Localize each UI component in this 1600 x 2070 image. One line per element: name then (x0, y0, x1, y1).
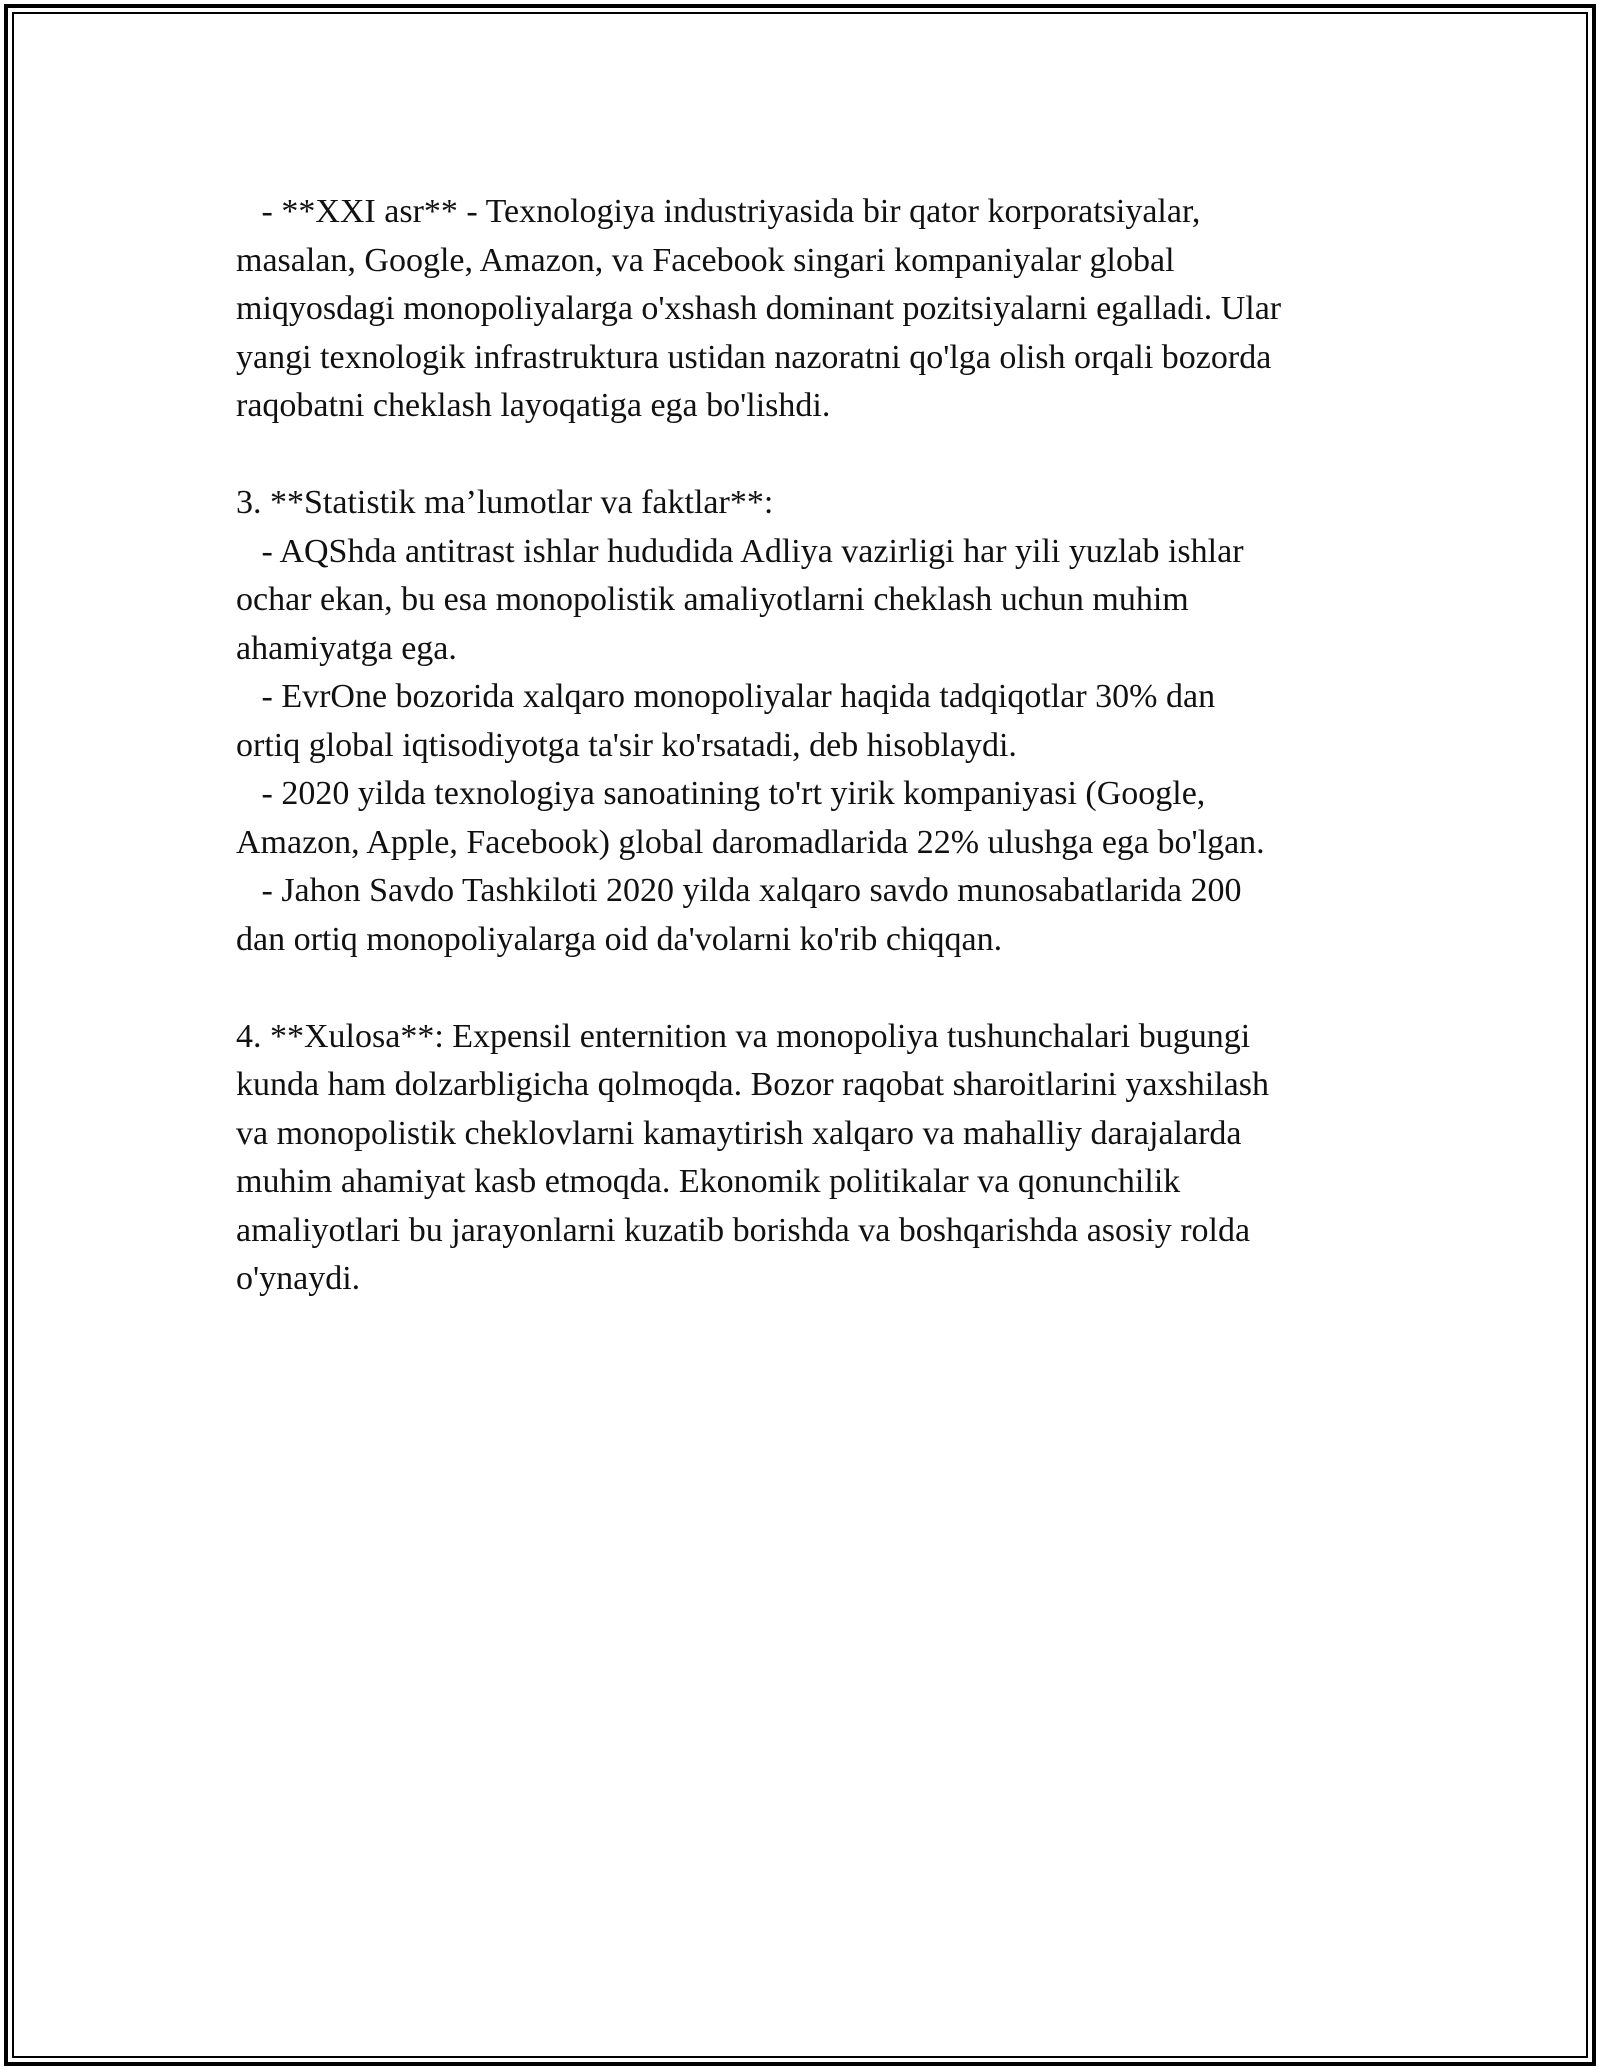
text-line: masalan, Google, Amazon, va Facebook singari kompaniyalar global (236, 241, 1175, 279)
text-line: - EvrOne bozorida xalqaro monopoliyalar haqida tadqiqotlar 30% dan (236, 678, 1216, 715)
document-body (236, 188, 1386, 1304)
text-line: dan ortiq monopoliyalarga oid da'volarni ko'rib chiqqan. (236, 920, 1003, 958)
text-line: amaliyotlari bu jarayonlarni kuzatib borishda va boshqarishda asosiy rolda (236, 1211, 1251, 1249)
text-line: ochar ekan, bu esa monopolistik amaliyotlarni cheklash uchun muhim (236, 581, 1189, 618)
text-line: - Jahon Savdo Tashkiloti 2020 yilda xalqaro savdo munosabatlarida 200 (236, 872, 1242, 909)
text-line: o'ynaydi. (236, 1260, 361, 1297)
text-line: Amazon, Apple, Facebook) global daromadlarida 22% ulushga ega bo'lgan. (236, 823, 1265, 861)
text-line: raqobatni cheklash layoqatiga ega bo'lishdi. (236, 387, 831, 424)
text-line: ahamiyatga ega. (236, 629, 457, 667)
text-line: yangi texnologik infrastruktura ustidan nazoratni qo'lga olish orqali bozorda (236, 338, 1272, 376)
text-line: muhim ahamiyat kasb etmoqda. Ekonomik politikalar va qonunchilik (236, 1163, 1181, 1200)
section-heading: 3. **Statistik ma’lumotlar va faktlar**: (236, 484, 774, 521)
section-heading: 4. **Xulosa**: Expensil enternition va monopoliya tushunchalari bugungi (236, 1017, 1251, 1055)
text-line: ortiq global iqtisodiyotga ta'sir ko'rsatadi, deb hisoblaydi. (236, 726, 1017, 764)
text-line: va monopolistik cheklovlarni kamaytirish xalqaro va mahalliy darajalarda (236, 1114, 1242, 1152)
text-line: - AQShda antitrast ishlar hududida Adliya vazirligi har yili yuzlab ishlar (236, 532, 1244, 570)
blank-line (236, 431, 1386, 480)
text-line: - 2020 yilda texnologiya sanoatining to'rt yirik kompaniyasi (Google, (236, 775, 1206, 812)
blank-line (236, 964, 1386, 1013)
text-line: miqyosdagi monopoliyalarga o'xshash dominant pozitsiyalarni egalladi. Ular (236, 290, 1282, 327)
text-line: - **XXI asr** - Texnologiya industriyasida bir qator korporatsiyalar, (236, 193, 1201, 230)
text-line: kunda ham dolzarbligicha qolmoqda. Bozor raqobat sharoitlarini yaxshilash (236, 1066, 1269, 1103)
